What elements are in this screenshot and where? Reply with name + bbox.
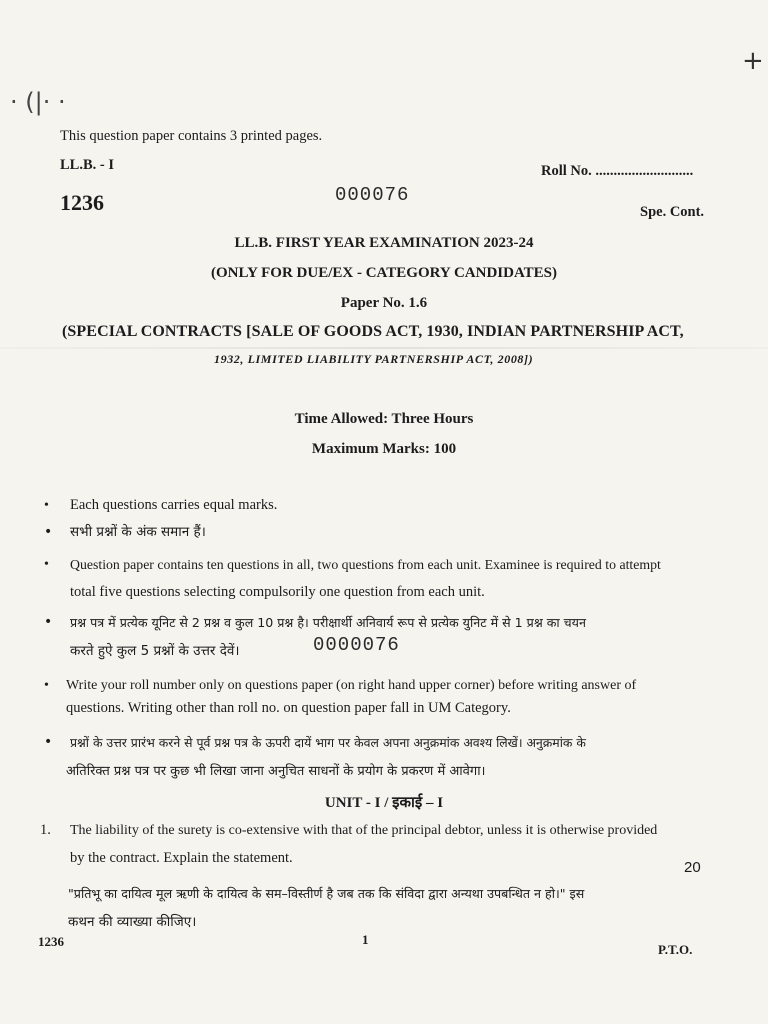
question-number: 1.: [40, 822, 51, 838]
instruction-text: Question paper contains ten questions in all, two questions from each unit. Examinee is required to attempt: [70, 557, 661, 572]
instruction-4-cont: करते हुऐ कुल 5 प्रश्नों के उत्तर देवें।: [70, 643, 240, 659]
category-line: (ONLY FOR DUE/EX - CATEGORY CANDIDATES): [210, 265, 558, 281]
plus-mark: +: [742, 46, 764, 76]
subject-line-2: 1932, LIMITED LIABILITY PARTNERSHIP ACT, 2008]): [214, 352, 534, 366]
question-1-text-cont: by the contract. Explain the statement.: [70, 850, 293, 866]
bullet-icon: •: [44, 734, 53, 750]
subject-short: Spe. Cont.: [640, 204, 705, 220]
instruction-5-cont: questions. Writing other than roll no. on question paper fall in UM Category.: [66, 700, 511, 716]
pto-label: P.T.O.: [658, 942, 693, 957]
instruction-text: सभी प्रश्नों के अंक समान हैं।: [70, 524, 206, 540]
instruction-text: प्रश्नों के उत्तर प्रारंभ करने से पूर्व प्रश्न पत्र के ऊपरी दायें भाग पर केवल अपना अनुक्रमांक अवश्य लिखें। अनुक्रमांक के: [70, 735, 586, 750]
bullet-icon: •: [44, 614, 53, 630]
instruction-text: प्रश्न पत्र में प्रत्येक यूनिट से 2 प्रश्न व कुल 10 प्रश्न है। परीक्षार्थी अनिवार्य रूप से प्रत्येक युनिट में से 1 प्रश्न का चयन: [70, 615, 586, 630]
serial-number-top: 000076: [335, 184, 410, 206]
question-1-hindi-cont: कथन की व्याख्या कीजिए।: [68, 914, 197, 930]
time-allowed: Time Allowed: Three Hours: [294, 411, 474, 427]
maximum-marks: Maximum Marks: 100: [311, 441, 457, 457]
subject-line-1: (SPECIAL CONTRACTS [SALE OF GOODS ACT, 1930, INDIAN PARTNERSHIP ACT,: [62, 323, 684, 340]
serial-number-mid: 0000076: [313, 634, 400, 656]
fold-crease: [0, 347, 768, 349]
exam-title: LL.B. FIRST YEAR EXAMINATION 2023-24: [234, 235, 534, 251]
bullet-icon: •: [44, 524, 53, 540]
question-marks: 20: [684, 859, 701, 876]
instruction-6-cont: अतिरिक्त प्रश्न पत्र पर कुछ भी लिखा जाना अनुचित साधनों के प्रयोग के प्रकरण में आवेगा।: [66, 764, 486, 779]
bullet-icon: •: [44, 678, 49, 693]
bullet-icon: •: [44, 498, 49, 513]
question-1-hindi: "प्रतिभू का दायित्व मूल ऋणी के दायित्व के सम–विस्तीर्ण है जब तक कि संविदा द्वारा अन्यथा उपबन्धित न हो।" इस: [68, 886, 585, 901]
roll-no-field: Roll No. ...........................: [541, 163, 694, 179]
instruction-text: Write your roll number only on questions paper (on right hand upper corner) before writing answer of: [66, 678, 637, 693]
pen-scribble: · (|· ·: [10, 88, 66, 116]
bullet-icon: •: [44, 557, 49, 572]
instruction-text: Each questions carries equal marks.: [70, 497, 278, 513]
question-1-text: The liability of the surety is co-extensive with that of the principal debtor, unless it is otherwise provided: [70, 823, 658, 838]
unit-heading: UNIT - I / इकाई – I: [324, 795, 444, 811]
course-label: LL.B. - I: [60, 157, 114, 173]
page-number: 1: [362, 932, 369, 947]
instruction-3-cont: total five questions selecting compulsorily one question from each unit.: [70, 584, 485, 600]
pages-note: This question paper contains 3 printed pages.: [60, 128, 323, 144]
paper-code: 1236: [60, 190, 104, 215]
paper-number: Paper No. 1.6: [340, 295, 428, 311]
footer-paper-code: 1236: [38, 934, 64, 949]
